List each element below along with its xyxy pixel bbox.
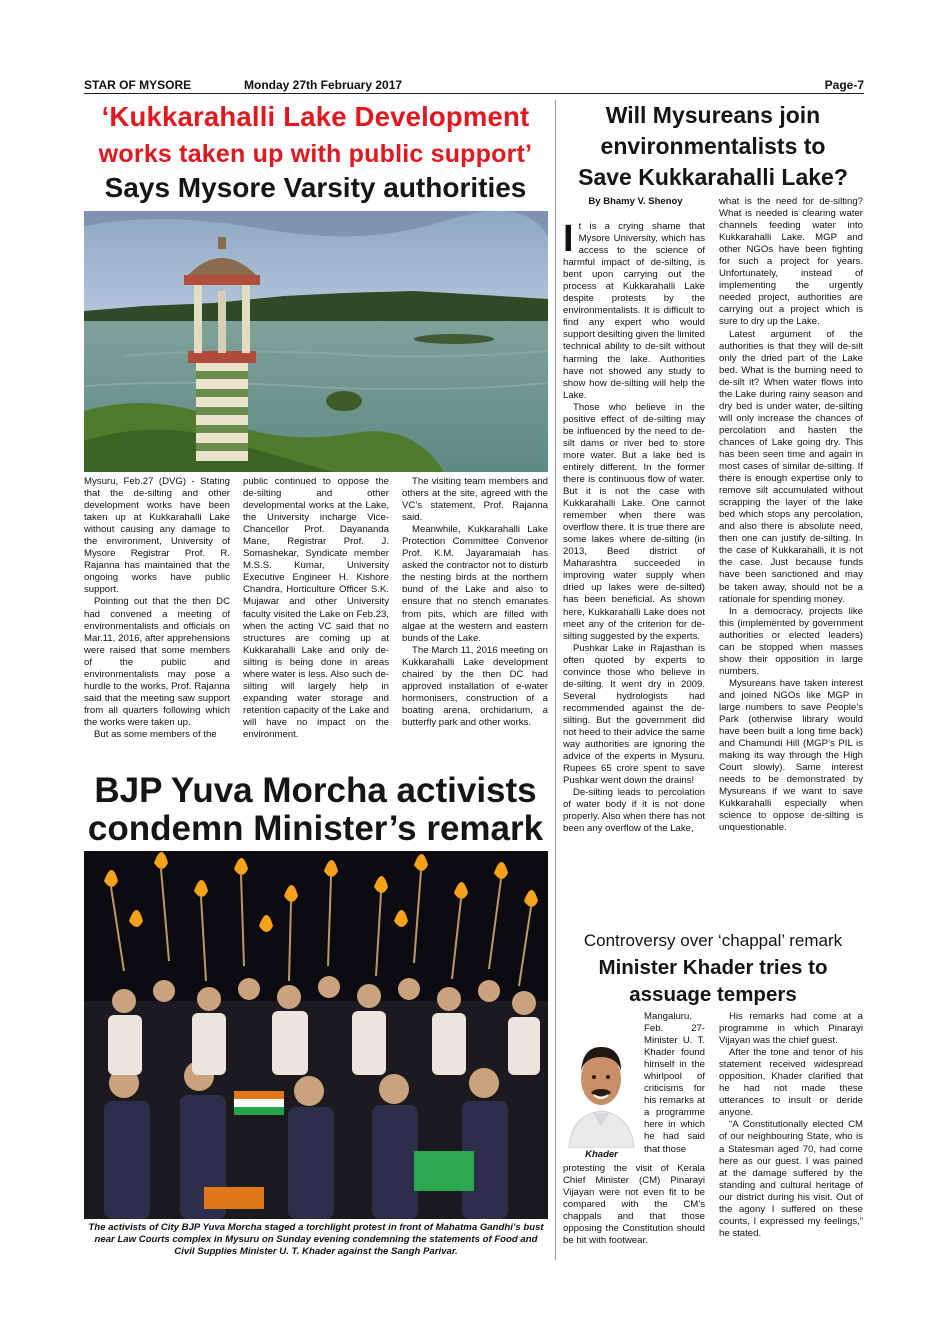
story3-headline-line1: Will Mysureans join — [605, 102, 821, 128]
torchlight-protest-photo — [84, 851, 548, 1219]
story1-headline-line2: works taken up with public support’ — [98, 140, 533, 168]
story1-column3 — [402, 476, 548, 774]
story1-paragraph: Pointing out that the then DC had convened a meeting of environmentalists and officials on Mar.11, 2016, after apprehensions were raised that some members of the public and environmentalists may pose a hurdle to the works, Prof. Rajanna said that the meeting saw support from all quarters following which the works were taken up. — [84, 596, 230, 728]
story2-headline-line1: BJP Yuva Morcha activists — [94, 771, 537, 810]
story4-column1-bottom — [563, 1163, 705, 1263]
story4-paragraph: Mangaluru, Feb. 27- Minister U. T. Khader found himself in the whirlpool of criticisms for his remarks at a programme here in which he had said that those — [644, 1011, 705, 1155]
lake-pavilion-photo — [84, 211, 548, 472]
column-divider — [555, 100, 556, 1260]
story3-paragraph: what is the need for de-silting? What is needed is clearing water channels feeding water into Kukkarahalli Lake. MGP and other NGOs have been fighting for such a project for years. Unfortunately, instead of implementing the urgently needed project, authorities are carrying out a project which is sure to dry up the Lake. — [719, 196, 863, 328]
story4-column2 — [719, 1011, 863, 1263]
story3-headline-line3: Save Kukkarahalli Lake? — [578, 164, 848, 190]
story4-paragraph: His remarks had come at a programme in which Pinarayi Vijayan was the chief guest. — [719, 1011, 863, 1047]
lake-pavilion-image — [84, 211, 548, 472]
newspaper-name: STAR OF MYSORE — [84, 78, 192, 92]
page-number: Page-7 — [824, 78, 864, 92]
story1-column1 — [84, 476, 230, 774]
story3-paragraph — [563, 221, 705, 402]
story1-headline-line1: ‘Kukkarahalli Lake Development — [101, 101, 530, 132]
story3-paragraph: Pushkar Lake in Rajasthan is often quoted by experts to convince those who believe in de-silting. It went dry in 2009. Several hydrologists had recommended against the de-silting. But the government did not heed to their advice the same way authorities are ignoring the advice of the experts in Mysuru. Rupees 65 crore spent to save Pushkar went down the drains! — [563, 642, 705, 787]
story4-headline-line2: assuage tempers — [629, 983, 797, 1006]
story3-dropcap: I — [563, 221, 574, 260]
story1-paragraph: Meanwhile, Kukkarahalli Lake Protection Committee Convenor Prof. K.M. Jayaramaiah has asked the contractor not to disturb the nesting birds at the northern bund of the Lake and also to ensure that no stench emanates from pits, which are filled with algae at the western and eastern bunds of the Lake. — [402, 524, 548, 644]
torchlight-protest-image — [84, 851, 548, 1219]
khader-photo-caption: Khader — [585, 1149, 618, 1160]
masthead-rule — [84, 93, 864, 94]
story3-byline: By Bhamy V. Shenoy — [588, 196, 683, 207]
story1-paragraph: public continued to oppose the de-silting and other developmental works at the Lake, the University incharge Vice-Chancellor Prof. Dayananda Mane, Registrar Prof. J. Somashekar, Syndicate member M.S.S. Kumar, University Executive Engineer H. Kishore Chandra, Horticulture Officer S.K. Mujawar and other University faculty visited the Lake on Feb.23, when the acting VC said that no structures are coming up at Kukkarahalli Lake and only de-silting is being done in areas where water is less. Also such de-silting will largely help in expanding water storage and retention capacity of the Lake and will have no impact on the environment. — [243, 476, 389, 740]
story4-headline-line1: Minister Khader tries to — [598, 956, 828, 979]
story3-paragraph: Latest argument of the authorities is that they will de-silt only the dried part of the Lake bed. What is the burning need to de-silt it? When water flows into the Lake during rainy season and dry bed is under water, de-silting will only increase the chances of percolation and hasten the chances of Lake going dry. This has been seen time and again in most cases of similar de-silting. If there is enough expertise only to remove silt accumulated without scrapping the layer of the lake bed which stops any percolation, and also there is absolute need, then one can justify de-silting. In the case of Kukkarahalli, it is not the case. Just because funds have been sanctioned and may be taken away, should not be a rationale for spending money. — [719, 328, 863, 605]
khader-portrait-image — [563, 1027, 640, 1148]
story4-paragraph: After the tone and tenor of his statement received widespread opposition, Khader clarified that he had not made these utterances to insult or deride anyone. — [719, 1047, 863, 1119]
story3-headline-line2: environmentalists to — [600, 133, 826, 159]
story1-paragraph: The visiting team members and others at the site, agreed with the VC’s statement, Prof. Rajanna said. — [402, 476, 548, 524]
story3-lead-text: t is a crying shame that Mysore University, which has access to the science of harmful impact of de-silting, is bent upon carrying out the process at Kukkarahalli Lake despite protests by the environmentalists. It is difficult to find any expert who would support desilting given the limited technical ability to de-silt without harming the lake. Authorities have not showed any study to show how de-silting will help the Lake. — [563, 221, 705, 401]
khader-portrait-photo — [563, 1027, 640, 1148]
story1-column2 — [243, 476, 389, 774]
story3-paragraph: Those who believe in the positive effect of de-silting may be influenced by the need to de-silt dams or river bed to store more water. But a lake bed is entirely different. In the former there is continuous flow of water. But it is not the case with Kukkarahalli Lake. One cannot remember when there was overflow there. It is true there are some lakes where de-silting (in 2013, Beed district of Maharashtra succeeded in improving water supply when dried up lakes were de-silted) has been beneficial. As shown here, Kukkarahalli Lake does not meet any of the criterion for de-silting suggested by the experts. — [563, 401, 705, 642]
story2-headline-line2: condemn Minister’s remark — [87, 809, 544, 848]
story3-paragraph: In a democracy, projects like this (implemented by government authorities or elected leaders) can be stopped when masses show their opposition in large numbers. — [719, 605, 863, 677]
story3-column2 — [719, 196, 863, 926]
story3-paragraph: Mysureans have taken interest and joined NGOs like MGP in large numbers to save People’s Park (otherwise library would have been built a long time back) and Chamundi Hill (MGP’s PIL is making its way through the High Court slowly). Same interest needs to be demonstrated by Mysureans if we want to save Kukkarahalli especially when science to oppose de-silting is unquestionable. — [719, 677, 863, 834]
story1-paragraph: But as some members of the — [94, 728, 217, 740]
masthead — [84, 76, 864, 94]
story2-photo-caption: The activists of City BJP Yuva Morcha staged a torchlight protest in front of Mahatma Gandhi’s bust near Law Courts complex in Mysuru on Sunday evening condemning the statements of Food and Civil Supplies Minister U. T. Khader against the Sangh Parivar. — [88, 1222, 544, 1257]
story4-kicker: Controversy over ‘chappal’ remark — [583, 931, 843, 950]
story4-paragraph: protesting the visit of Kerala Chief Minister (CM) Pinarayi Vijayan were not even fit to be compared with the CM’s chappals and that those opposing the Constitution should be hit with footwear. — [563, 1163, 705, 1247]
story1-subhead: Says Mysore Varsity authorities — [104, 172, 527, 203]
story3-column1 — [563, 221, 705, 926]
story1-paragraph: Mysuru, Feb.27 (DVG) - Stating that the de-silting and other development works have been taken up at Kukkarahalli Lake without causing any damage to the environment, University of Mysore Registrar Prof. R. Rajanna has maintained that the ongoing works have public support. — [84, 476, 230, 596]
issue-date: Monday 27th February 2017 — [244, 78, 403, 92]
story4-paragraph: “A Constitutionally elected CM of our neighbouring State, who is a Statesman aged 70, had come here as our guest. I was pained at the damage suffered by the standing and cultural heritage of our district during his visit. Out of the agony I suffered on these counts, I expressed my feelings,” he stated. — [719, 1119, 863, 1239]
story4-column1-top — [644, 1011, 705, 1163]
story3-paragraph: De-silting leads to percolation of water body if it is not done properly. Also when there has not been any overflow of the Lake, — [563, 787, 705, 835]
story1-paragraph: The March 11, 2016 meeting on Kukkarahalli Lake development chaired by the then DC had approved installation of e-water hormonisers, construction of a boating arena, orchidarium, a butterfly park and other works. — [402, 644, 548, 728]
